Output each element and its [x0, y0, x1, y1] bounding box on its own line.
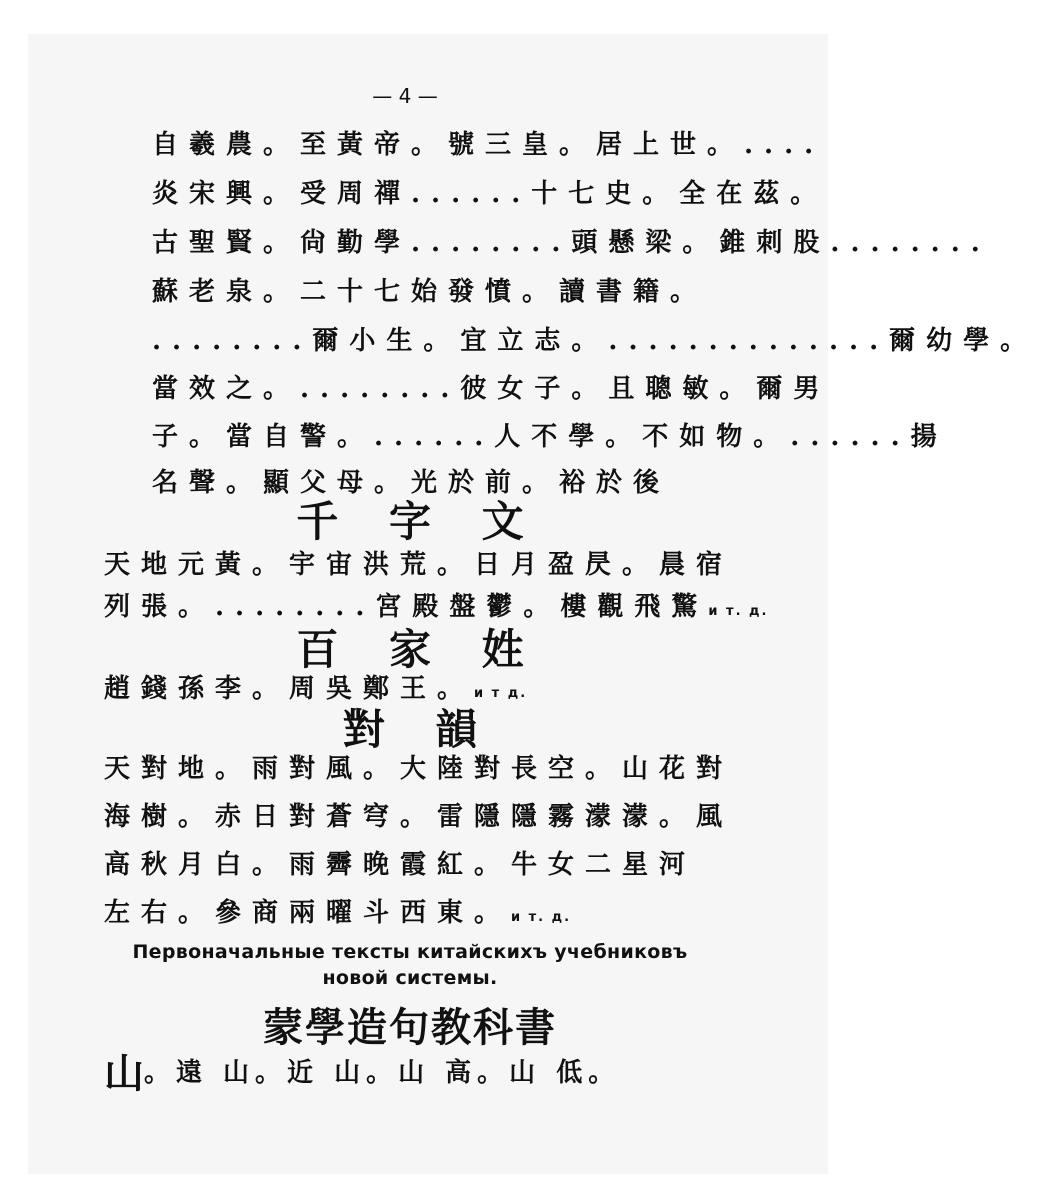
intro-line-2: 炎宋興。受周禪......十七史。全在茲。 [152, 179, 828, 209]
etc-note: и т. д. [511, 910, 572, 925]
etc-note: и т д. [474, 686, 528, 701]
intro-line-5: ........爾小生。宜立志。..............爾幼學。 [152, 326, 1037, 356]
rhyme-line-3: 高秋月白。雨霽晚霞紅。牛女二星河 [104, 850, 697, 880]
intro-line-4: 蘇老泉。二十七始發憤。讀書籍。 [152, 277, 708, 307]
rhyme-text: 左右。參商兩曜斗西東。 [104, 898, 512, 928]
rhyme-line-1: 天對地。雨對風。大陸對長空。山花對 [104, 754, 734, 784]
etc-note: и т. д. [708, 604, 769, 619]
russian-caption-line-1: Первоначальные тексты китайскихъ учебниковъ [132, 941, 688, 963]
primer-text: 。遠 山。近 山。山 高。山 低。 [144, 1058, 621, 1088]
heading-thousand-character-classic: 千 字 文 [296, 497, 524, 546]
rhyme-line-4 [104, 898, 714, 933]
primer-line [104, 1050, 714, 1097]
heading-hundred-family-surnames: 百 家 姓 [296, 625, 524, 674]
thousand-char-line-1: 天地元黃。宇宙洪荒。日月盈昃。晨宿 [104, 550, 734, 580]
intro-line-3: 古聖賢。尙勤學........頭懸梁。錐刺股........ [152, 228, 991, 258]
heading-rhyme-pairs: 對 韻 [342, 705, 478, 754]
thousand-char-line-2 [104, 592, 769, 627]
rhyme-line-2: 海樹。赤日對蒼穹。雷隱隱霧濛濛。風 [104, 802, 734, 832]
intro-line-8: 名聲。顯父母。光於前。裕於後 [152, 468, 671, 498]
intro-line-6: 當效之。........彼女子。且聰敏。爾男 [152, 374, 831, 404]
surnames-line [104, 674, 714, 709]
thousand-char-text: 列張。........宮殿盤鬱。樓觀飛驚 [104, 592, 709, 622]
intro-line-1: 自羲農。至黃帝。號三皇。居上世。.... [152, 130, 825, 160]
page-number: — 4 — [372, 84, 438, 108]
surnames-text: 趙錢孫李。周吳鄭王。 [104, 674, 475, 704]
primer-lead-character: 山 [104, 1050, 144, 1097]
russian-caption-line-2: новой системы. [322, 967, 498, 989]
heading-primer-textbook: 蒙學造句教科書 [263, 1004, 557, 1051]
intro-line-7: 子。當自警。......人不學。不如物。......揚 [152, 422, 948, 452]
